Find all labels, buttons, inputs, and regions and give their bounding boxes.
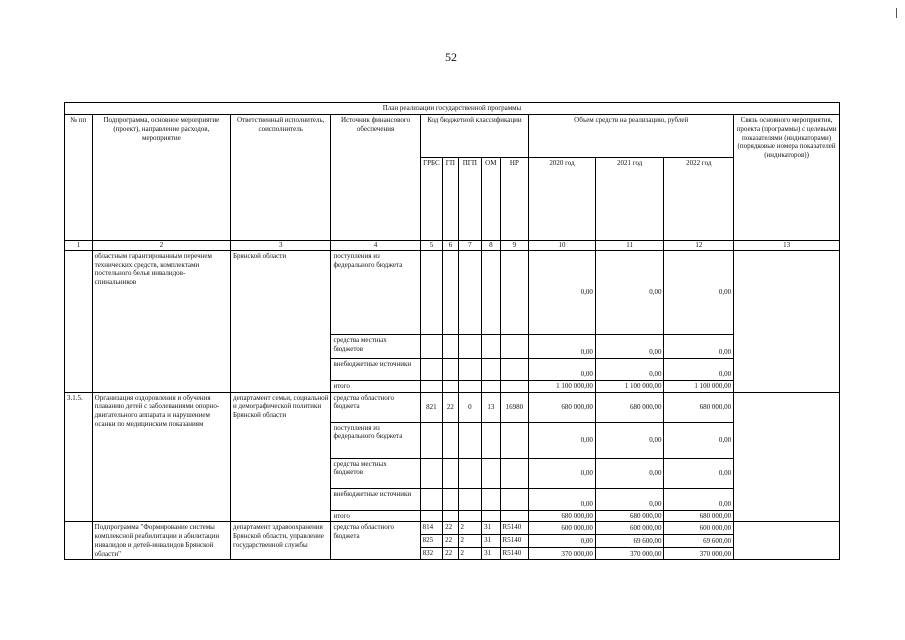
col-number: 8 [482,241,500,251]
col-number: 7 [458,241,482,251]
amount-2021: 600 000,00 [595,522,664,535]
amount-2021: 0,00 [595,334,664,358]
col-number: 1 [65,241,93,251]
col-number: 2 [92,241,230,251]
amount-2020: 1 100 000,00 [529,380,596,392]
amount-2020: 680 000,00 [529,392,596,422]
header-grbs: ГРБС [420,158,443,241]
col-number: 12 [664,241,734,251]
code-grbs: 832 [420,547,443,560]
header-indicator-link: Связь основного мероприятия, проекта (программы) с целевыми показателями (индикаторами) (порядковые номера показателей (индикаторов)) [734,115,840,241]
code-om: 31 [482,534,500,547]
col-number: 6 [443,241,458,251]
activity-name: областным гарантированным перечнем технических средств, комплектами постельного белья инвалидов- спинальников [92,250,230,392]
table-row [65,250,840,334]
col-number: 5 [420,241,443,251]
code-om: 13 [482,392,500,422]
amount-2022: 1 100 000,00 [664,380,734,392]
amount-2020: 680 000,00 [529,510,596,522]
header-2020: 2020 год [529,158,596,241]
col-number: 10 [529,241,596,251]
executor: департамент здравоохранения Брянской области, управление государственной службы [231,522,331,560]
table-title: План реализации государственной программы [65,103,840,115]
code-gp: 22 [443,547,458,560]
amount-2022: 600 000,00 [664,522,734,535]
amount-2022: 0,00 [664,358,734,380]
funding-source: поступления из федерального бюджета [331,250,420,334]
code-pgp: 2 [458,522,482,535]
amount-2020: 0,00 [529,422,596,458]
amount-2021: 69 600,00 [595,534,664,547]
code-gp: 22 [443,522,458,535]
header-pgp: ПГП [458,158,482,241]
amount-2022: 680 000,00 [664,510,734,522]
col-number: 11 [595,241,664,251]
code-pgp: 2 [458,547,482,560]
code-nr: R5140 [500,534,529,547]
header-source: Источник финансового обеспечения [331,115,420,241]
activity-name: Организация оздоровления и обучения плаванию детей с заболеваниями опорно-двигательного аппарата и нарушением осанки по медицинским показаниям [92,392,230,522]
amount-2021: 680 000,00 [595,510,664,522]
funding-source: средства местных бюджетов [331,334,420,358]
header-2022: 2022 год [664,158,734,241]
amount-2022: 0,00 [664,422,734,458]
header-2021: 2021 год [595,158,664,241]
activity-number: 3.1.5. [65,392,93,522]
amount-2020: 370 000,00 [529,547,596,560]
code-grbs: 821 [420,392,443,422]
amount-2022: 0,00 [664,488,734,510]
executor: департамент семьи, социальной и демографической политики Брянской области [231,392,331,522]
page-number: 52 [445,50,457,64]
amount-2022: 370 000,00 [664,547,734,560]
header-nr: НР [500,158,529,241]
amount-2022: 680 000,00 [664,392,734,422]
funding-source: итого [331,380,420,392]
amount-2021: 680 000,00 [595,392,664,422]
amount-2020: 0,00 [529,250,596,334]
funding-source: внебюджетные источники [331,358,420,380]
header-executor: Ответственный исполнитель, соисполнитель [231,115,331,241]
header-volume: Объем средств на реализацию, рублей [529,115,734,158]
code-nr: R5140 [500,547,529,560]
program-plan-table [64,102,840,560]
table-row [65,392,840,422]
funding-source: поступления из федерального бюджета [331,422,420,458]
amount-2021: 0,00 [595,458,664,488]
amount-2022: 0,00 [664,458,734,488]
header-om: ОМ [482,158,500,241]
amount-2022: 69 600,00 [664,534,734,547]
amount-2021: 370 000,00 [595,547,664,560]
amount-2020: 0,00 [529,488,596,510]
header-gp: ГП [443,158,458,241]
code-nr: 16980 [500,392,529,422]
amount-2022: 0,00 [664,334,734,358]
scan-edge-mark [896,8,897,18]
amount-2021: 0,00 [595,250,664,334]
amount-2021: 0,00 [595,358,664,380]
amount-2020: 0,00 [529,334,596,358]
column-numbers-row [65,241,840,251]
amount-2020: 600 000,00 [529,522,596,535]
amount-2020: 0,00 [529,458,596,488]
funding-source: итого [331,510,420,522]
subprogram-name: Подпрограмма "Формирование системы комплексной реабилитации и абилитации инвалидов и детей-инвалидов Брянской области" [92,522,230,560]
amount-2021: 0,00 [595,422,664,458]
code-gp: 22 [443,534,458,547]
executor: Брянской области [231,250,331,392]
amount-2022: 0,00 [664,250,734,334]
header-subprogram: Подпрограмма, основное мероприятие (проект), направление расходов, мероприятие [92,115,230,241]
col-number: 13 [734,241,840,251]
code-grbs: 814 [420,522,443,535]
col-number: 3 [231,241,331,251]
code-gp: 22 [443,392,458,422]
funding-source: внебюджетные источники [331,488,420,510]
col-number: 9 [500,241,529,251]
header-budget-code: Код бюджетной классификации [420,115,529,158]
code-om: 31 [482,547,500,560]
code-pgp: 2 [458,534,482,547]
code-pgp: 0 [458,392,482,422]
code-om: 31 [482,522,500,535]
col-number: 4 [331,241,420,251]
code-grbs: 825 [420,534,443,547]
header-num: № пп [65,115,93,241]
funding-source: средства местных бюджетов [331,458,420,488]
amount-2020: 0,00 [529,358,596,380]
funding-source: средства областного бюджета [331,522,420,560]
funding-source: средства областного бюджета [331,392,420,422]
amount-2021: 0,00 [595,488,664,510]
amount-2021: 1 100 000,00 [595,380,664,392]
code-nr: R5140 [500,522,529,535]
table-row [65,522,840,535]
amount-2020: 0,00 [529,534,596,547]
